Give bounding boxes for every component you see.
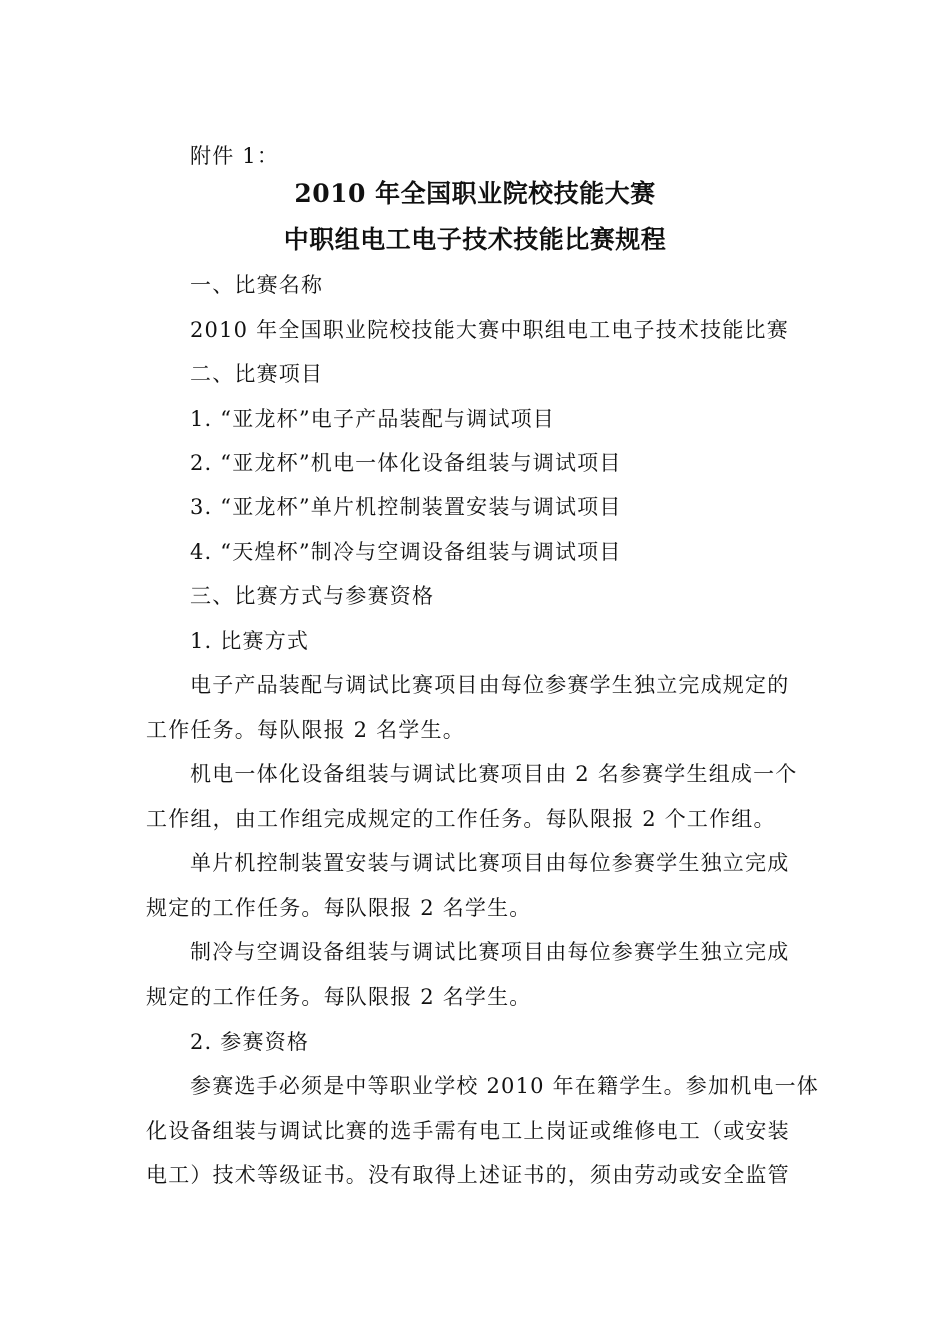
subheading-eligibility: 2. 参赛资格	[190, 1030, 310, 1054]
paragraph-eligibility-line3: 电工）技术等级证书。没有取得上述证书的，须由劳动或安全监管	[146, 1163, 790, 1187]
subheading-competition-format: 1. 比赛方式	[190, 629, 310, 653]
paragraph-mechatronics-line2: 工作组，由工作组完成规定的工作任务。每队限报 2 个工作组。	[146, 807, 776, 831]
document-title-line1: 2010 年全国职业院校技能大赛	[294, 179, 656, 208]
competition-item-2: 2. “亚龙杯”机电一体化设备组装与调试项目	[190, 451, 622, 475]
competition-item-4: 4. “天煌杯”制冷与空调设备组装与调试项目	[190, 540, 622, 564]
paragraph-eligibility-line2: 化设备组装与调试比赛的选手需有电工上岗证或维修电工（或安装	[146, 1119, 790, 1143]
competition-name-text: 2010 年全国职业院校技能大赛中职组电工电子技术技能比赛	[190, 318, 789, 342]
paragraph-refrigeration-line1: 制冷与空调设备组装与调试比赛项目由每位参赛学生独立完成	[190, 940, 790, 964]
paragraph-refrigeration-line2: 规定的工作任务。每队限报 2 名学生。	[146, 985, 532, 1009]
document-title-line2: 中职组电工电子技术技能比赛规程	[283, 225, 667, 254]
paragraph-mcu-line2: 规定的工作任务。每队限报 2 名学生。	[146, 896, 532, 920]
paragraph-electronics-line2: 工作任务。每队限报 2 名学生。	[146, 718, 465, 742]
section-heading-format-eligibility: 三、比赛方式与参赛资格	[190, 584, 435, 608]
competition-item-3: 3. “亚龙杯”单片机控制装置安装与调试项目	[190, 495, 622, 519]
competition-item-1: 1. “亚龙杯”电子产品装配与调试项目	[190, 407, 555, 431]
paragraph-eligibility-line1: 参赛选手必须是中等职业学校 2010 年在籍学生。参加机电一体	[190, 1074, 819, 1098]
section-heading-competition-name: 一、比赛名称	[190, 273, 324, 297]
paragraph-mcu-line1: 单片机控制装置安装与调试比赛项目由每位参赛学生独立完成	[190, 851, 790, 875]
section-heading-competition-items: 二、比赛项目	[190, 362, 324, 386]
paragraph-electronics-line1: 电子产品装配与调试比赛项目由每位参赛学生独立完成规定的	[190, 673, 790, 697]
attachment-label: 附件 1：	[190, 144, 280, 168]
paragraph-mechatronics-line1: 机电一体化设备组装与调试比赛项目由 2 名参赛学生组成一个	[190, 762, 798, 786]
